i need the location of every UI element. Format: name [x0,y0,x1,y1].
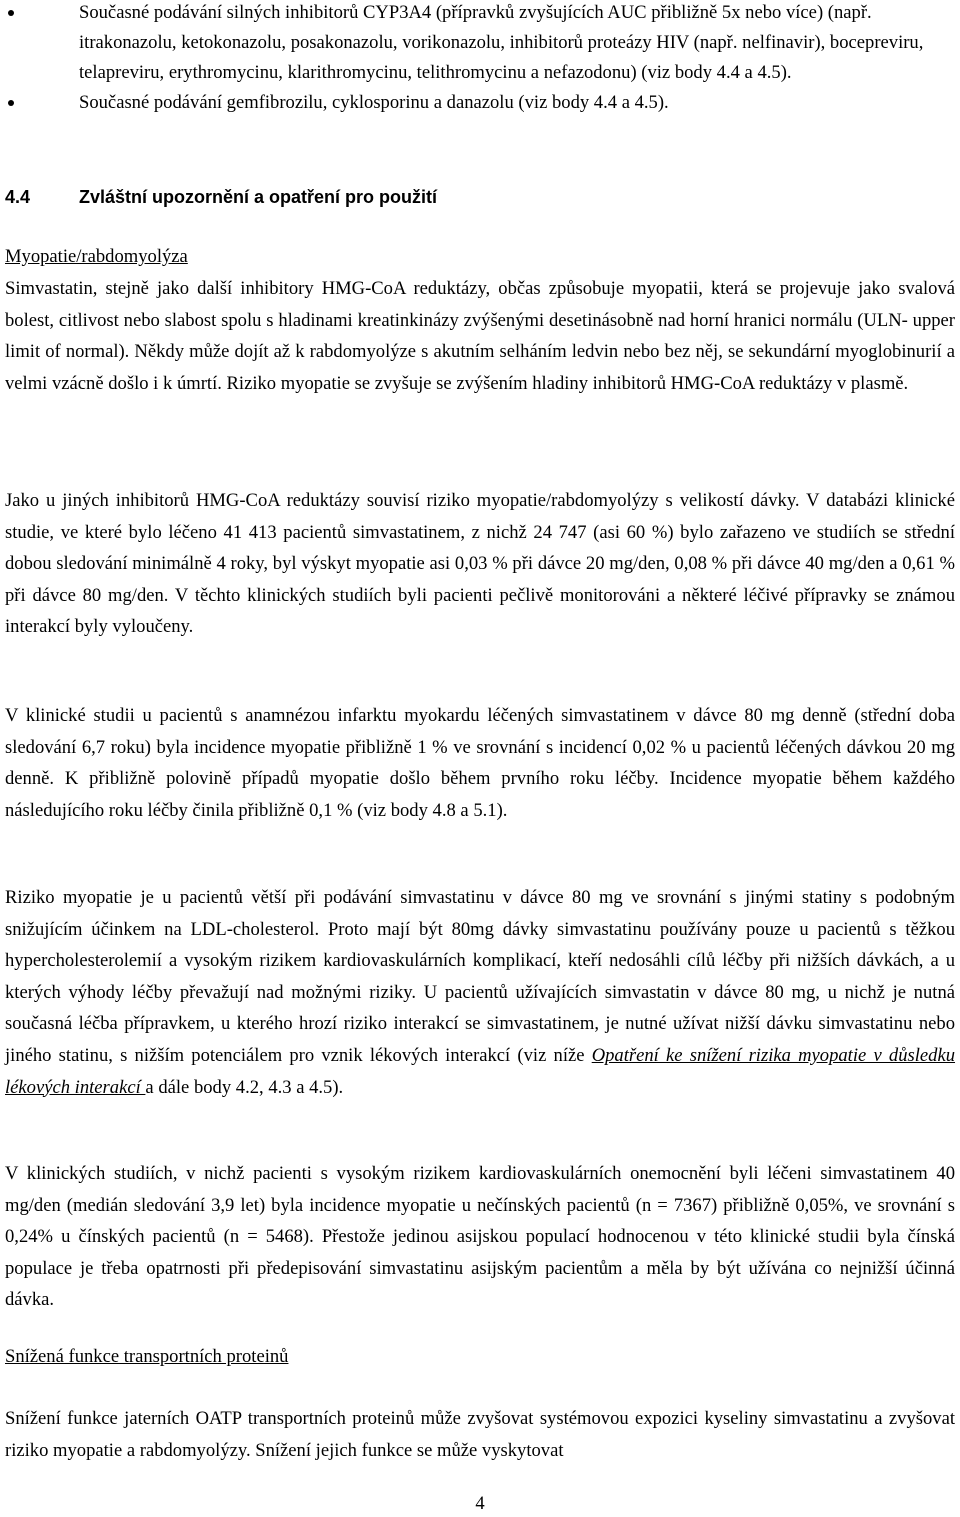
myopathy-paragraph-3: V klinické studii u pacientů s anamnézou infarktu myokardu léčených simvastatinem v dávce 80 mg denně (střední doba sledování 6,7 roku) byla incidence myopatie přibližně 1 % ve srovnání s incidencí 0,02 % u pacientů léčených dávkou 20 mg denně. K přibližně polovině případů myopatie došlo během prvního roku léčby. Incidence myopatie během každého následujícího roku léčby činila přibližně 0,1 % (viz body 4.8 a 5.1). [5,705,955,821]
bullet-item [0,88,960,118]
bullet-text: Současné podávání silných inhibitorů CYP3A4 (přípravků zvyšujících AUC přibližně 5x nebo více) (např. itrakonazolu, ketokonazolu, posakonazolu, vorikonazolu, inhibitorů proteázy HIV (např. nelfinavir), bocepreviru, telapreviru, erythromycinu, klarithromycinu, telithromycinu a nefazodonu) (viz body 4.4 a 4.5). [79,2,924,83]
interaction-measures-link[interactable]: Opatření ke snížení rizika myopatie v důsledku lékových interakcí [5,1044,956,1098]
myopathy-paragraph-4 [5,882,955,1103]
page-number: 4 [475,1493,485,1514]
myopathy-paragraph-5: V klinických studiích, v nichž pacienti s vysokým rizikem kardiovaskulárních onemocnění byli léčeni simvastatinem 40 mg/den (medián sledování 3,9 let) byla incidence myopatie u nečínských pacientů (n = 7367) přibližně 0,05%, ve srovnání s 0,24% u čínských pacientů (n = 5468). Přestože jedinou asijskou populací hodnocenou v této klinické studii byla čínská populace je třeba opatrnosti při předepisování simvastatinu asijským pacientům a měla by být užívána co nejnižší účinná dávka. [5,1163,955,1311]
myopathy-subheading: Myopatie/rabdomyolýza [5,246,188,267]
section-heading [5,184,437,210]
myopathy-paragraph-1: Simvastatin, stejně jako další inhibitory HMG-CoA reduktázy, občas způsobuje myopatii, která se projevuje jako svalová bolest, citlivost nebo slabost spolu s hladinami kreatinkinázy zvýšenými desetinásobně nad horní hranici normálu (ULN- upper limit of normal). Někdy může dojít až k rabdomyolýze s akutním selháním ledvin nebo bez něj, se sekundární myoglobinurií a velmi vzácně došlo i k úmrtí. Riziko myopatie se zvyšuje se zvýšením hladiny inhibitorů HMG-CoA reduktázy v plasmě. [5,278,955,394]
contraindication-bullet-list [0,0,960,118]
section-number: 4.4 [5,187,31,207]
transport-subheading: Snížená funkce transportních proteinů [5,1346,289,1367]
section-title: Zvláštní upozornění a opatření pro použití [79,187,438,207]
bullet-item [0,0,960,88]
paragraph-text: Riziko myopatie je u pacientů větší při podávání simvastatinu v dávce 80 mg ve srovnání s jinými statiny s podobným snižujícím účinkem na LDL-cholesterol. Proto mají být 80mg dávky simvastatinu používány pouze u pacientů s těžkou hypercholesterolemií a vysokým rizikem kardiovaskulárních komplikací, kteří nedosáhli cílů léčby při nižších dávkách, a u kterých výhody léčby převažují nad možnými riziky. U pacientů užívajících simvastatin v dávce 80 mg, u nichž je nutná současná léčba přípravkem, u kterého hrozí riziko interakcí se simvastatinem, je nutné užívat nižší dávku simvastatinu nebo jiného statinu, s nižším potenciálem pro vznik lékových interakcí (viz níže [5,887,955,1066]
paragraph-text: a dále body 4.2, 4.3 a 4.5). [145,1076,344,1098]
bullet-icon [8,100,14,106]
bullet-text: Současné podávání gemfibrozilu, cyklosporinu a danazolu (viz body 4.4 a 4.5). [79,92,669,113]
transport-paragraph-1: Snížení funkce jaterních OATP transportních proteinů může zvyšovat systémovou expozici kyseliny simvastatinu a zvyšovat riziko myopatie a rabdomyolýzy. Snížení jejich funkce se může vyskytovat [5,1408,955,1461]
bullet-icon [8,10,14,16]
myopathy-paragraph-2: Jako u jiných inhibitorů HMG-CoA reduktázy souvisí riziko myopatie/rabdomyolýzy s velikostí dávky. V databázi klinické studie, ve které bylo léčeno 41 413 pacientů simvastatinem, z nichž 24 747 (asi 60 %) bylo zařazeno ve studiích se střední dobou sledování minimálně 4 roky, byl výskyt myopatie asi 0,03 % při dávce 20 mg/den, 0,08 % při dávce 40 mg/den a 0,61 % při dávce 80 mg/den. V těchto klinických studiích byli pacienti pečlivě monitorováni a některé léčivé přípravky se známou interakcí byly vyloučeny. [5,490,955,638]
